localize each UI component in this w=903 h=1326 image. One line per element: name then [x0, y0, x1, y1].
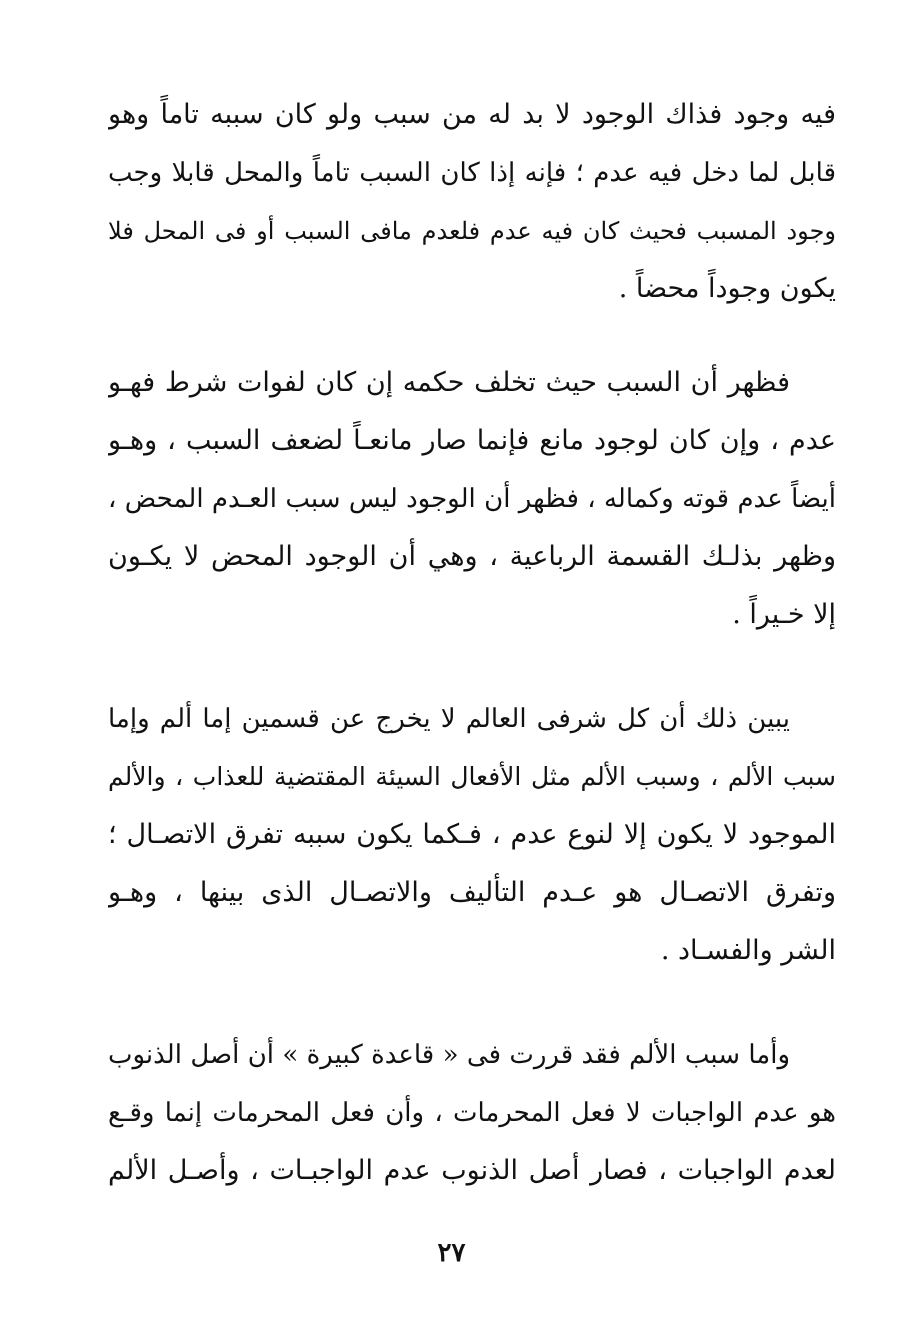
paragraph-1 — [108, 86, 836, 318]
text-line: وأما سبب الألم فقد قررت فى « قاعدة كبيرة » أن أصل الذنوب — [108, 1040, 790, 1070]
text-line: فظهر أن السبب حيث تخلف حكمه إن كان لفوات شرط فهـو — [108, 367, 790, 398]
text-line: قابل لما دخل فيه عدم ؛ فإنه إذا كان السبب تاماً والمحل قابلا وجب — [108, 158, 836, 188]
paragraph-3 — [108, 690, 836, 980]
text-line: الموجود لا يكون إلا لنوع عدم ، فـكما يكون سببه تفرق الاتصـال ؛ — [108, 819, 836, 850]
text-line: فيه وجود فذاك الوجود لا بد له من سبب ولو كان سببه تاماً وهو — [108, 99, 836, 130]
text-line: وجود المسبب فحيث كان فيه عدم فلعدم مافى السبب أو فى المحل فلا — [108, 217, 836, 245]
text-line: أيضاً عدم قوته وكماله ، فظهر أن الوجود ليس سبب العـدم المحض ، — [108, 484, 836, 514]
paragraph-2 — [108, 354, 836, 644]
text-line: وتفرق الاتصـال هو عـدم التأليف والاتصـال الذى بينها ، وهـو — [108, 877, 836, 908]
text-line: الشر والفسـاد . — [660, 935, 836, 966]
text-line: لعدم الواجبات ، فصار أصل الذنوب عدم الواجبـات ، وأصـل الألم — [108, 1155, 836, 1186]
text-line: سبب الألم ، وسبب الألم مثل الأفعال السيئة المقتضية للعذاب ، والألم — [108, 762, 836, 791]
paragraph-4 — [108, 1026, 836, 1200]
text-line: وظهر بذلـك القسمة الرباعية ، وهي أن الوجود المحض لا يكـون — [108, 541, 836, 572]
text-line: عدم ، وإن كان لوجود مانع فإنما صار مانعـاً لضعف السبب ، وهـو — [108, 425, 836, 456]
text-line: يكون وجوداً محضاً . — [618, 273, 836, 304]
text-line: إلا خـيراً . — [732, 599, 836, 630]
text-line: يبين ذلك أن كل شرفى العالم لا يخرج عن قسمين إما ألم وإما — [108, 704, 790, 734]
text-line: هو عدم الواجبات لا فعل المحرمات ، وأن فعل المحرمات إنما وقـع — [108, 1098, 836, 1128]
page-number: ٢٧ — [437, 1238, 466, 1268]
